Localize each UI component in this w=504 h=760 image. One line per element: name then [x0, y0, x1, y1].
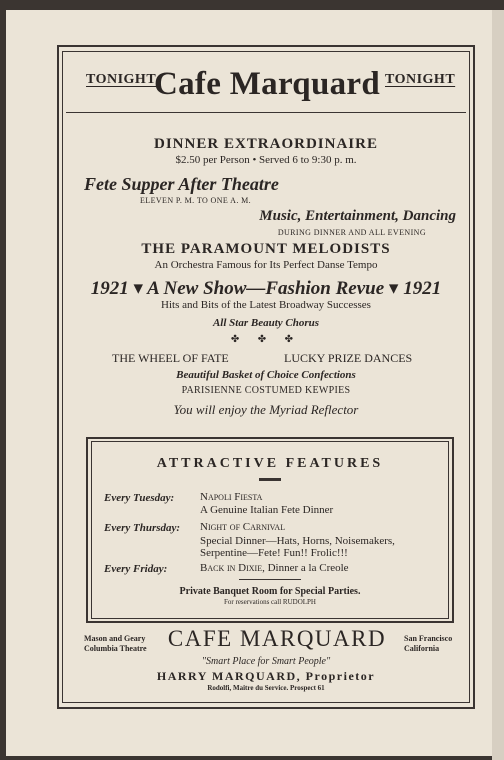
flower-ornament-icon: ✤ ✤ ✤	[230, 334, 302, 345]
tuesday-event: Napoli Fiesta	[200, 491, 263, 503]
orchestra-description: An Orchestra Famous for Its Perfect Danse Tempo	[154, 259, 378, 271]
tonight-left-label: TONIGHT	[86, 72, 157, 87]
thursday-detail-1: Special Dinner—Hats, Horns, Noisemakers,	[200, 535, 395, 547]
costumed-kewpies: PARISIENNE COSTUMED KEWPIES	[181, 385, 351, 396]
footer-cafe-name: CAFE MARQUARD	[167, 626, 387, 651]
footer-maitre: Rodolfi, Maitre du Service. Prospect 61	[207, 684, 325, 692]
footer-state: California	[404, 644, 440, 653]
music-subtitle: DURING DINNER AND ALL EVENING	[277, 228, 426, 237]
footer-proprietor: HARRY MARQUARD, Proprietor	[156, 669, 376, 683]
thursday-event: Night of Carnival	[200, 521, 286, 533]
footer-location-right	[404, 634, 452, 654]
dinner-heading: DINNER EXTRAORDINAIRE	[154, 136, 378, 152]
page-title: Cafe Marquard	[153, 66, 381, 102]
tonight-right-label: TONIGHT	[385, 72, 456, 87]
revue-description: Hits and Bits of the Latest Broadway Successes	[161, 299, 371, 311]
banquet-room: Private Banquet Room for Special Parties.	[179, 586, 361, 597]
footer-location-left	[84, 634, 147, 654]
fete-heading: Fete Supper After Theatre	[84, 174, 279, 194]
orchestra-name: THE PARAMOUNT MELODISTS	[141, 241, 391, 257]
footer-slogan: "Smart Place for Smart People"	[201, 656, 331, 667]
footer-city: San Francisco	[404, 634, 453, 643]
friday-event: Back in Dixie	[200, 562, 263, 574]
header-rule	[66, 112, 466, 113]
dinner-details: $2.50 per Person • Served 6 to 9:30 p. m.	[175, 154, 357, 166]
friday-label: Every Friday:	[104, 563, 168, 575]
friday-detail: Dinner a la Creole	[267, 562, 349, 574]
wheel-of-fate: THE WHEEL OF FATE	[112, 351, 229, 365]
fete-hours: ELEVEN P. M. TO ONE A. M.	[140, 196, 252, 205]
thursday-label: Every Thursday:	[104, 522, 181, 534]
features-title: ATTRACTIVE FEATURES	[156, 456, 384, 471]
myriad-reflector: You will enjoy the Myriad Reflector	[173, 402, 359, 417]
reservations-note: For reservations call RUDOLPH	[224, 598, 316, 606]
title-dash	[259, 478, 281, 481]
confections-basket: Beautiful Basket of Choice Confections	[176, 369, 356, 381]
page-edge	[492, 10, 504, 760]
lucky-prize-dances: LUCKY PRIZE DANCES	[284, 351, 413, 365]
revue-heading: 1921 ▾ A New Show—Fashion Revue ▾ 1921	[90, 278, 442, 299]
tuesday-label: Every Tuesday:	[104, 492, 175, 504]
tuesday-detail: A Genuine Italian Fete Dinner	[200, 504, 334, 516]
footer-theatre: Columbia Theatre	[84, 644, 147, 653]
features-divider	[239, 579, 301, 580]
thursday-detail-2: Serpentine—Fete! Fun!! Frolic!!!	[200, 547, 348, 559]
beauty-chorus: All Star Beauty Chorus	[212, 317, 320, 329]
music-heading: Music, Entertainment, Dancing	[259, 208, 456, 224]
footer-address: Mason and Geary	[84, 634, 146, 643]
friday-event-row: Back in Dixie, Dinner a la Creole	[200, 562, 349, 574]
